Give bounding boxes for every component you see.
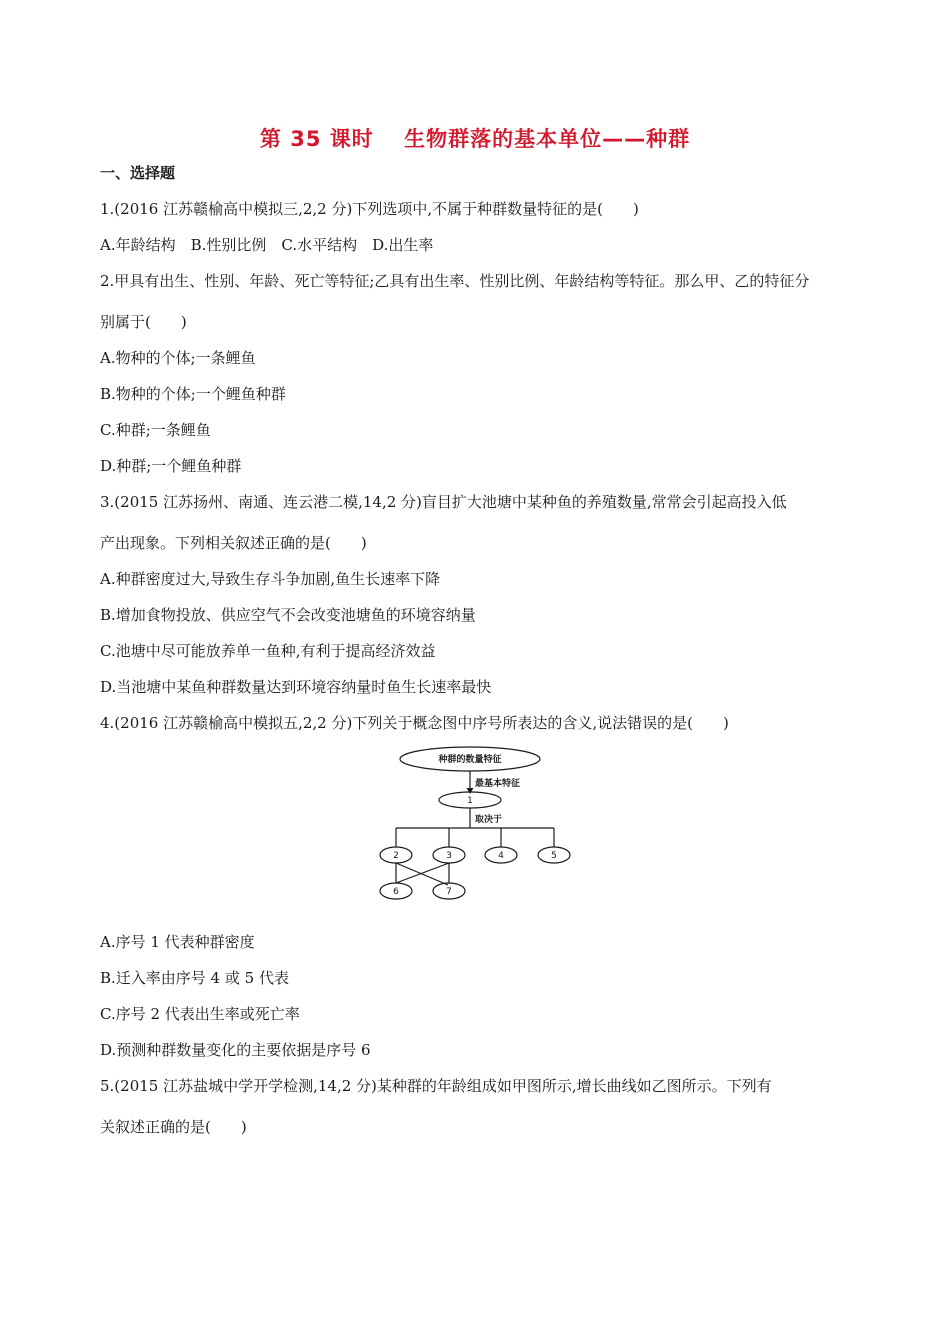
diagram-node-1-label: 1 — [467, 796, 473, 806]
diagram-arrowhead — [467, 788, 474, 794]
question-2-stem-line-1: 2.甲具有出生、性别、年龄、死亡等特征;乙具有出生率、性别比例、年龄结构等特征。那么甲、乙的特征分 — [100, 272, 810, 290]
question-1-stem: 1.(2016 江苏赣榆高中模拟三,2,2 分)下列选项中,不属于种群数量特征的是( ) — [100, 200, 639, 218]
question-2-option-a: A.物种的个体;一条鲤鱼 — [100, 349, 256, 367]
question-5-stem-line-1: 5.(2015 江苏盐城中学开学检测,14,2 分)某种群的年龄组成如甲图所示,增长曲线如乙图所示。下列有 — [100, 1077, 772, 1095]
question-2-option-c: C.种群;一条鲤鱼 — [100, 421, 211, 439]
diagram-node-3-label: 3 — [446, 851, 452, 861]
question-3-option-a: A.种群密度过大,导致生存斗争加剧,鱼生长速率下降 — [100, 570, 441, 588]
diagram-node-2-label: 2 — [393, 851, 399, 861]
question-4-option-c: C.序号 2 代表出生率或死亡率 — [100, 1005, 300, 1023]
diagram-node-4-label: 4 — [498, 851, 504, 861]
section-heading: 一、选择题 — [100, 164, 176, 182]
question-3-stem-line-1: 3.(2015 江苏扬州、南通、连云港二模,14,2 分)盲目扩大池塘中某种鱼的养殖数量,常常会引起高投入低 — [100, 493, 787, 511]
question-4-option-a: A.序号 1 代表种群密度 — [100, 933, 255, 951]
question-2-option-b: B.物种的个体;一个鲤鱼种群 — [100, 385, 286, 403]
diagram-node-5-label: 5 — [551, 851, 557, 861]
diagram-node-6-label: 6 — [393, 887, 399, 897]
diagram-arrow-label: 最基本特征 — [475, 779, 521, 789]
question-3-option-d: D.当池塘中某鱼种群数量达到环境容纳量时鱼生长速率最快 — [100, 678, 492, 696]
question-3-option-c: C.池塘中尽可能放养单一鱼种,有利于提高经济效益 — [100, 642, 436, 660]
question-2-stem-line-2: 别属于( ) — [100, 313, 187, 331]
question-3-option-b: B.增加食物投放、供应空气不会改变池塘鱼的环境容纳量 — [100, 606, 476, 624]
diagram-top-label: 种群的数量特征 — [438, 755, 502, 765]
page-title: 第 35 课时 生物群落的基本单位——种群 — [259, 127, 691, 151]
question-3-stem-line-2: 产出现象。下列相关叙述正确的是( ) — [100, 534, 367, 552]
question-4-option-d: D.预测种群数量变化的主要依据是序号 6 — [100, 1041, 371, 1059]
question-5-stem-line-2: 关叙述正确的是( ) — [100, 1118, 247, 1136]
question-1-options: A.年龄结构 B.性别比例 C.水平结构 D.出生率 — [100, 236, 434, 254]
question-2-option-d: D.种群;一个鲤鱼种群 — [100, 457, 242, 475]
diagram-node-7-label: 7 — [446, 887, 452, 897]
question-4-stem: 4.(2016 江苏赣榆高中模拟五,2,2 分)下列关于概念图中序号所表达的含义,说法错误的是( ) — [100, 714, 729, 732]
question-4-option-b: B.迁入率由序号 4 或 5 代表 — [100, 969, 289, 987]
concept-diagram — [370, 744, 590, 906]
diagram-branch-label: 取决于 — [475, 815, 503, 825]
